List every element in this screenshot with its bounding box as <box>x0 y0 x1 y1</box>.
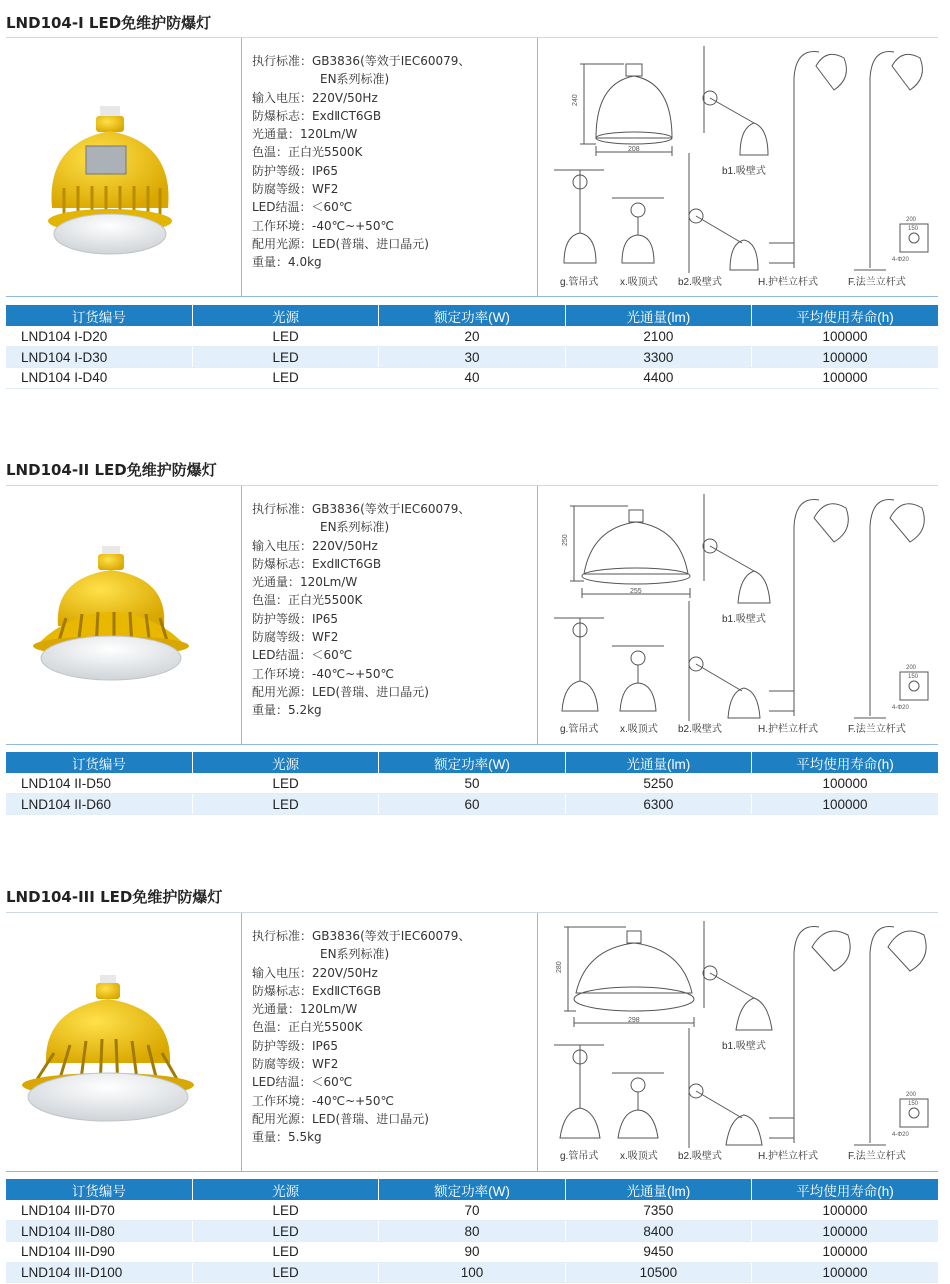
info-bottom-divider <box>6 1171 938 1172</box>
spec-ip: 防护等级：IP65 <box>252 611 339 626</box>
spec-color-temp: 色温：正白光5500K <box>252 1020 363 1035</box>
column-divider <box>537 913 538 1171</box>
table-row <box>6 1200 938 1221</box>
spec-ex-mark: 防爆标志：ExdⅡCT6GB <box>252 556 382 571</box>
spec-voltage: 输入电压：220V/50Hz <box>252 965 378 980</box>
flange-width: 200 <box>906 217 917 223</box>
cell-flux: 2100 <box>565 326 751 347</box>
spec-environment: 工作环境：-40℃~+50℃ <box>252 218 394 233</box>
mount-label-h: H.护栏立杆式 <box>758 724 818 735</box>
cell-power: 20 <box>379 326 565 347</box>
cell-lifetime: 100000 <box>752 1221 938 1242</box>
mount-label-x: x.吸顶式 <box>620 277 658 288</box>
col-luminous-flux: 光通量(lm) <box>565 752 751 773</box>
spec-light-source: 配用光源：LED(普瑞、进口晶元) <box>252 1111 429 1126</box>
spec-weight: 重量：4.0kg <box>252 255 322 270</box>
col-light-source: 光源 <box>192 752 378 773</box>
order-table <box>6 752 938 815</box>
mount-label-x: x.吸顶式 <box>620 724 658 735</box>
col-lifetime: 平均使用寿命(h) <box>752 305 938 326</box>
height-dimension: 280 <box>556 961 563 973</box>
mount-label-x: x.吸顶式 <box>620 1151 658 1162</box>
col-lifetime: 平均使用寿命(h) <box>752 752 938 773</box>
table-row <box>6 347 938 368</box>
spec-junction-temp: LED结温：＜60℃ <box>252 648 353 663</box>
cell-lifetime: 100000 <box>752 1200 938 1221</box>
cell-order-code: LND104 I-D40 <box>6 367 192 388</box>
flange-width: 200 <box>906 1092 917 1098</box>
cell-light-source: LED <box>192 1200 378 1221</box>
cell-power: 40 <box>379 367 565 388</box>
cell-lifetime: 100000 <box>752 794 938 815</box>
spec-light-source: 配用光源：LED(普瑞、进口晶元) <box>252 236 429 251</box>
cell-flux: 10500 <box>565 1262 751 1283</box>
mount-label-b1: b1.吸壁式 <box>722 166 766 177</box>
cell-order-code: LND104 III-D100 <box>6 1262 192 1283</box>
spec-weight: 重量：5.2kg <box>252 703 322 718</box>
table-row <box>6 773 938 794</box>
cell-lifetime: 100000 <box>752 347 938 368</box>
table-row <box>6 367 938 388</box>
column-divider <box>241 913 242 1171</box>
cell-lifetime: 100000 <box>752 1241 938 1262</box>
flange-width: 200 <box>906 665 917 671</box>
order-table <box>6 1179 938 1283</box>
cell-flux: 4400 <box>565 367 751 388</box>
mount-label-b1: b1.吸壁式 <box>722 1041 766 1052</box>
cell-light-source: LED <box>192 326 378 347</box>
table-row <box>6 1221 938 1242</box>
cell-light-source: LED <box>192 773 378 794</box>
col-order-code: 订货编号 <box>6 752 192 773</box>
spec-flux: 光通量：120Lm/W <box>252 575 358 590</box>
cell-flux: 5250 <box>565 773 751 794</box>
cell-order-code: LND104 I-D30 <box>6 347 192 368</box>
section-title: LND104-II LED免维护防爆灯 <box>6 461 217 479</box>
spec-ex-mark: 防爆标志：ExdⅡCT6GB <box>252 983 382 998</box>
product-info-panel <box>6 913 938 1171</box>
cell-lifetime: 100000 <box>752 367 938 388</box>
mount-label-g: g.管吊式 <box>560 277 599 288</box>
mount-label-h: H.护栏立杆式 <box>758 1151 818 1162</box>
cell-light-source: LED <box>192 367 378 388</box>
flange-hole-spacing: 150 <box>908 674 919 680</box>
cell-order-code: LND104 I-D20 <box>6 326 192 347</box>
spec-list <box>252 927 532 1147</box>
mount-label-g: g.管吊式 <box>560 1151 599 1162</box>
mount-label-b2: b2.吸壁式 <box>678 1151 722 1162</box>
cell-power: 70 <box>379 1200 565 1221</box>
spec-standard-cont: EN系列标准) <box>320 72 390 87</box>
spec-color-temp: 色温：正白光5500K <box>252 145 363 160</box>
col-luminous-flux: 光通量(lm) <box>565 305 751 326</box>
order-table <box>6 305 938 389</box>
col-luminous-flux: 光通量(lm) <box>565 1179 751 1200</box>
col-light-source: 光源 <box>192 305 378 326</box>
cell-light-source: LED <box>192 347 378 368</box>
cell-power: 60 <box>379 794 565 815</box>
column-divider <box>537 486 538 744</box>
cell-light-source: LED <box>192 1221 378 1242</box>
cell-light-source: LED <box>192 1262 378 1283</box>
width-dimension: 208 <box>628 146 640 153</box>
spec-weight: 重量：5.5kg <box>252 1130 322 1145</box>
cell-lifetime: 100000 <box>752 1262 938 1283</box>
section-title: LND104-I LED免维护防爆灯 <box>6 14 212 32</box>
flange-hole-spacing: 150 <box>908 226 919 232</box>
cell-light-source: LED <box>192 1241 378 1262</box>
spec-voltage: 输入电压：220V/50Hz <box>252 90 378 105</box>
mount-label-h: H.护栏立杆式 <box>758 277 818 288</box>
cell-order-code: LND104 III-D70 <box>6 1200 192 1221</box>
cell-light-source: LED <box>192 794 378 815</box>
spec-list <box>252 52 532 272</box>
spec-environment: 工作环境：-40℃~+50℃ <box>252 666 394 681</box>
column-divider <box>241 38 242 296</box>
col-rated-power: 额定功率(W) <box>379 1179 565 1200</box>
cell-flux: 7350 <box>565 1200 751 1221</box>
col-light-source: 光源 <box>192 1179 378 1200</box>
info-bottom-divider <box>6 296 938 297</box>
table-row <box>6 794 938 815</box>
lamp-photo <box>6 486 242 744</box>
spec-standard-cont: EN系列标准) <box>320 947 390 962</box>
spec-light-source: 配用光源：LED(普瑞、进口晶元) <box>252 684 429 699</box>
mount-label-g: g.管吊式 <box>560 724 599 735</box>
column-divider <box>537 38 538 296</box>
spec-anticorrosion: 防腐等级：WF2 <box>252 630 339 645</box>
installation-diagram <box>544 913 938 1171</box>
cell-power: 100 <box>379 1262 565 1283</box>
spec-junction-temp: LED结温：＜60℃ <box>252 1075 353 1090</box>
mount-label-b2: b2.吸壁式 <box>678 724 722 735</box>
cell-order-code: LND104 III-D80 <box>6 1221 192 1242</box>
cell-flux: 8400 <box>565 1221 751 1242</box>
table-row <box>6 1241 938 1262</box>
spec-ex-mark: 防爆标志：ExdⅡCT6GB <box>252 108 382 123</box>
section-title: LND104-III LED免维护防爆灯 <box>6 888 223 906</box>
cell-flux: 3300 <box>565 347 751 368</box>
table-row <box>6 326 938 347</box>
installation-diagram <box>544 486 938 744</box>
flange-holes: 4-Φ20 <box>892 705 909 711</box>
spec-standard: 执行标准：GB3836(等效于IEC60079、 <box>252 54 471 68</box>
width-dimension: 298 <box>628 1017 640 1024</box>
lamp-photo <box>6 913 242 1171</box>
spec-ip: 防护等级：IP65 <box>252 163 339 178</box>
column-divider <box>241 486 242 744</box>
mount-label-f: F.法兰立杆式 <box>848 724 906 735</box>
mount-label-b1: b1.吸壁式 <box>722 614 766 625</box>
cell-flux: 6300 <box>565 794 751 815</box>
product-info-panel <box>6 38 938 296</box>
cell-order-code: LND104 II-D50 <box>6 773 192 794</box>
table-row <box>6 1262 938 1283</box>
height-dimension: 240 <box>572 94 579 106</box>
mount-label-f: F.法兰立杆式 <box>848 277 906 288</box>
height-dimension: 250 <box>562 534 569 546</box>
cell-power: 30 <box>379 347 565 368</box>
cell-order-code: LND104 III-D90 <box>6 1241 192 1262</box>
col-rated-power: 额定功率(W) <box>379 305 565 326</box>
cell-lifetime: 100000 <box>752 326 938 347</box>
spec-color-temp: 色温：正白光5500K <box>252 593 363 608</box>
flange-holes: 4-Φ20 <box>892 1132 909 1138</box>
spec-environment: 工作环境：-40℃~+50℃ <box>252 1093 394 1108</box>
cell-lifetime: 100000 <box>752 773 938 794</box>
col-lifetime: 平均使用寿命(h) <box>752 1179 938 1200</box>
flange-holes: 4-Φ20 <box>892 257 909 263</box>
spec-ip: 防护等级：IP65 <box>252 1038 339 1053</box>
col-order-code: 订货编号 <box>6 1179 192 1200</box>
spec-junction-temp: LED结温：＜60℃ <box>252 200 353 215</box>
spec-anticorrosion: 防腐等级：WF2 <box>252 182 339 197</box>
spec-flux: 光通量：120Lm/W <box>252 127 358 142</box>
spec-standard: 执行标准：GB3836(等效于IEC60079、 <box>252 502 471 516</box>
width-dimension: 255 <box>630 588 642 595</box>
cell-power: 50 <box>379 773 565 794</box>
col-rated-power: 额定功率(W) <box>379 752 565 773</box>
cell-flux: 9450 <box>565 1241 751 1262</box>
spec-list <box>252 500 532 720</box>
spec-standard: 执行标准：GB3836(等效于IEC60079、 <box>252 929 471 943</box>
col-order-code: 订货编号 <box>6 305 192 326</box>
info-bottom-divider <box>6 744 938 745</box>
flange-hole-spacing: 150 <box>908 1101 919 1107</box>
spec-standard-cont: EN系列标准) <box>320 520 390 535</box>
cell-order-code: LND104 II-D60 <box>6 794 192 815</box>
installation-diagram <box>544 38 938 296</box>
spec-voltage: 输入电压：220V/50Hz <box>252 538 378 553</box>
spec-flux: 光通量：120Lm/W <box>252 1002 358 1017</box>
cell-power: 80 <box>379 1221 565 1242</box>
mount-label-f: F.法兰立杆式 <box>848 1151 906 1162</box>
cell-power: 90 <box>379 1241 565 1262</box>
lamp-photo <box>6 38 242 296</box>
spec-anticorrosion: 防腐等级：WF2 <box>252 1057 339 1072</box>
mount-label-b2: b2.吸壁式 <box>678 277 722 288</box>
product-info-panel <box>6 486 938 744</box>
